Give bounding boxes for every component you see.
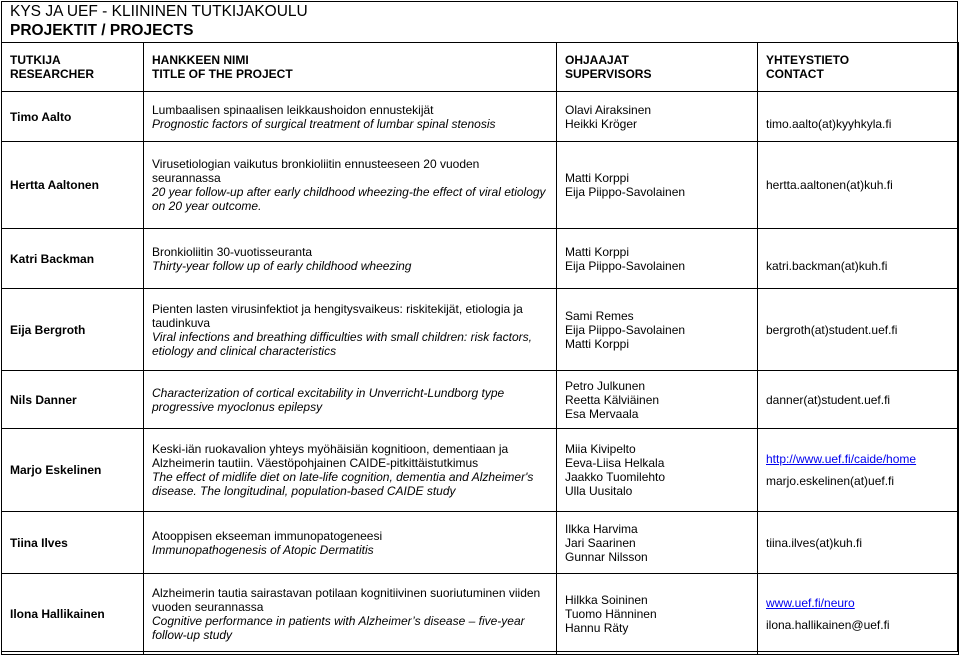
- table-row: [2, 92, 959, 142]
- contact: [758, 289, 959, 371]
- supervisor: Reetta Kälviäinen: [565, 392, 660, 407]
- supervisor: Olavi Airaksinen: [565, 102, 652, 117]
- title-line-1: KYS JA UEF - KLIININEN TUTKIJAKOULU: [10, 3, 308, 20]
- header-researcher: TUTKIJA RESEARCHER: [2, 43, 144, 92]
- contact-link[interactable]: www.uef.fi/neuro: [766, 596, 855, 610]
- project-title: [144, 289, 557, 371]
- supervisors: [557, 429, 758, 512]
- header-row: [2, 43, 959, 92]
- supervisor: Esa Mervaala: [565, 406, 639, 421]
- contact-email: katri.backman(at)kuh.fi: [766, 258, 888, 273]
- contact-email: hertta.aaltonen(at)kuh.fi: [766, 178, 893, 192]
- supervisor: Gunnar Nilsson: [565, 549, 648, 564]
- researcher-name: Nils Danner: [2, 371, 144, 429]
- contact-email: danner(at)student.uef.fi: [766, 392, 891, 407]
- supervisor: Jari Saarinen: [565, 535, 636, 550]
- project-title-en: Thirty-year follow up of early childhood wheezing: [152, 258, 412, 273]
- project-title-fi: Lumbaalisen spinaalisen leikkaushoidon ennustekijät: [152, 102, 434, 117]
- supervisors: [557, 371, 758, 429]
- researcher-name: Marjo Eskelinen: [2, 429, 144, 512]
- supervisor: Sami Remes: [565, 308, 634, 323]
- project-title: [144, 574, 557, 655]
- project-title: [144, 142, 557, 229]
- supervisors: [557, 142, 758, 229]
- table-row: [2, 429, 959, 512]
- supervisor: Heikki Kröger: [565, 116, 638, 131]
- project-title-fi: Virusetiologian vaikutus bronkioliitin ennusteeseen 20 vuoden seurannassa: [152, 157, 480, 185]
- contact-email: timo.aalto(at)kyyhkyla.fi: [766, 116, 892, 131]
- supervisor: Eija Piippo-Savolainen: [565, 185, 686, 199]
- project-title-en: Viral infections and breathing difficulties with small children: risk factors, etiology and clinical characteristics: [152, 329, 532, 358]
- supervisor: Eija Piippo-Savolainen: [565, 322, 686, 337]
- table-row: [2, 371, 959, 429]
- header-contact: YHTEYSTIETO CONTACT: [758, 43, 959, 92]
- project-title: [144, 512, 557, 574]
- projects-table: [1, 42, 959, 655]
- supervisors: [557, 574, 758, 655]
- contact: [758, 512, 959, 574]
- project-title-en: Immunopathogenesis of Atopic Dermatitis: [152, 542, 374, 557]
- project-title: [144, 371, 557, 429]
- contact: [758, 229, 959, 289]
- page-title: [10, 2, 308, 40]
- table-row: [2, 574, 959, 655]
- supervisor: Hilkka Soininen: [565, 593, 648, 607]
- project-title: [144, 92, 557, 142]
- supervisor: Jaakko Tuomilehto: [565, 470, 666, 484]
- supervisor: Miia Kivipelto: [565, 442, 636, 456]
- contact-link[interactable]: http://www.uef.fi/caide/home: [766, 452, 917, 466]
- supervisor: Ulla Uusitalo: [565, 484, 633, 498]
- supervisors: [557, 512, 758, 574]
- project-title-en: Prognostic factors of surgical treatment of lumbar spinal stenosis: [152, 116, 496, 131]
- header-project: HANKKEEN NIMI TITLE OF THE PROJECT: [144, 43, 557, 92]
- supervisor: Hannu Räty: [565, 621, 629, 635]
- contact-email: ilona.hallikainen@uef.fi: [766, 618, 890, 632]
- supervisor: Matti Korppi: [565, 171, 630, 185]
- project-title-fi: Pienten lasten virusinfektiot ja hengitysvaikeus: riskitekijät, etiologia ja taudinkuva: [152, 301, 523, 330]
- project-title-en: The effect of midlife diet on late-life cognition, dementia and Alzheimer's disease. The longitudinal, population-based CAIDE study: [152, 470, 534, 498]
- contact: [758, 142, 959, 229]
- table-row: [2, 512, 959, 574]
- project-title-fi: Alzheimerin tautia sairastavan potilaan kognitiivinen suoriutuminen viiden vuoden seurannassa: [152, 586, 541, 614]
- researcher-name: Ilona Hallikainen: [2, 574, 144, 655]
- contact: [758, 371, 959, 429]
- project-title-en: Cognitive performance in patients with Alzheimer’s disease – five-year follow-up study: [152, 614, 525, 642]
- researcher-name: Hertta Aaltonen: [2, 142, 144, 229]
- supervisor: Tuomo Hänninen: [565, 607, 657, 621]
- researcher-name: Katri Backman: [2, 229, 144, 289]
- contact-email: marjo.eskelinen(at)uef.fi: [766, 474, 895, 488]
- table-row: [2, 142, 959, 229]
- supervisor: Matti Korppi: [565, 244, 630, 259]
- header-supervisors: OHJAAJAT SUPERVISORS: [557, 43, 758, 92]
- project-title: [144, 229, 557, 289]
- supervisor: Ilkka Harvima: [565, 521, 638, 536]
- supervisor: Eija Piippo-Savolainen: [565, 258, 686, 273]
- project-title-en: 20 year follow-up after early childhood wheezing-the effect of viral etiology on 20 year outcome.: [152, 185, 546, 213]
- supervisor: Matti Korppi: [565, 336, 630, 351]
- contact-email: tiina.ilves(at)kuh.fi: [766, 535, 863, 550]
- project-title: [144, 429, 557, 512]
- contact-email: bergroth(at)student.uef.fi: [766, 322, 898, 337]
- researcher-name: Timo Aalto: [2, 92, 144, 142]
- contact: [758, 574, 959, 655]
- supervisor: Eeva-Liisa Helkala: [565, 456, 665, 470]
- project-title-en: Characterization of cortical excitability in Unverricht-Lundborg type progressive myoclonus epilepsy: [152, 385, 505, 414]
- supervisors: [557, 289, 758, 371]
- researcher-name: Eija Bergroth: [2, 289, 144, 371]
- table-row: [2, 289, 959, 371]
- researcher-name: Tiina Ilves: [2, 512, 144, 574]
- supervisors: [557, 92, 758, 142]
- contact: [758, 92, 959, 142]
- contact: [758, 429, 959, 512]
- supervisor: Petro Julkunen: [565, 378, 646, 393]
- supervisors: [557, 229, 758, 289]
- table-row: [2, 229, 959, 289]
- project-title-fi: Atooppisen ekseeman immunopatogeneesi: [152, 528, 383, 543]
- project-title-fi: Keski-iän ruokavalion yhteys myöhäisiän kognitioon, dementiaan ja Alzheimerin tautiin. Väestöpohjainen CAIDE-pitkittäistutkimus: [152, 442, 509, 470]
- title-line-2: PROJEKTIT / PROJECTS: [10, 22, 194, 39]
- project-title-fi: Bronkioliitin 30-vuotisseuranta: [152, 244, 313, 259]
